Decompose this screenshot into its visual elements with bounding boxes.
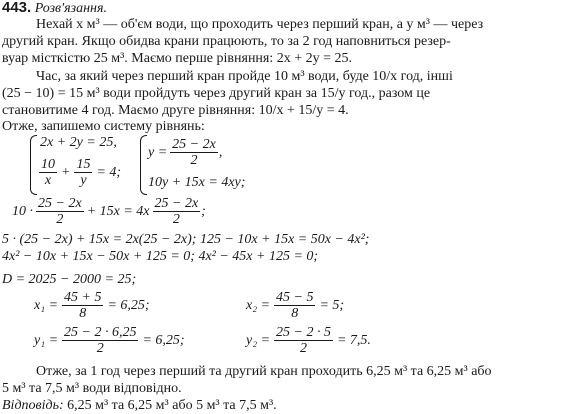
conclusion-line: Отже, за 1 год через перший та другий кран проходить 6,25 м³ та 6,25 м³ або <box>36 364 492 379</box>
root-y1: y₁ = $\frac{25 - 2 \cdot 6,25}{2}$ = 6,25; <box>34 325 185 356</box>
equation: 10y + 15x = 4xy; <box>148 175 246 190</box>
equation: 10 · $\frac{25 - 2x}{2}$ + 15x = 4x $\frac{25 - 2x}{2}$ ; <box>12 196 206 227</box>
system-brace <box>140 135 147 195</box>
answer-line <box>2 398 277 414</box>
fraction: $\frac{25 - 2 \cdot 5}{2}$ <box>276 325 331 356</box>
equation-line: 4x² − 10x + 15x − 50x + 125 = 0; 4x² − 45x + 125 = 0; <box>2 249 319 264</box>
root-x1: x₁ = $\frac{45 + 5}{8}$ = 6,25; <box>34 290 150 321</box>
answer-label: Відповідь: <box>2 398 64 413</box>
solution-heading: Розв'язання. <box>34 1 107 16</box>
fraction: $\frac{10}{x}$ <box>41 157 55 188</box>
paragraph-line: другий кран. Якщо обидва крани працюють, то за 2 год наповниться резер- <box>2 34 451 49</box>
paragraph-line: (25 − 10) = 15 м³ води пройдуть через другий кран за 15/y год., разом це <box>2 86 431 101</box>
fraction: $\frac{45 + 5}{8}$ <box>64 290 102 321</box>
fraction: $\frac{15}{y}$ <box>76 157 91 188</box>
answer-text: 6,25 м³ та 6,25 м³ або 5 м³ та 7,5 м³. <box>67 398 277 413</box>
equation: y = $\frac{25 - 2x}{2}$ , <box>148 137 223 168</box>
system-brace <box>30 135 37 195</box>
paragraph-line: Отже, запишемо систему рівнянь: <box>2 119 205 134</box>
problem-header <box>2 0 107 17</box>
conclusion-line: 5 м³ та 7,5 м³ води відповідно. <box>2 381 182 396</box>
problem-number: 443. <box>2 0 32 16</box>
fraction: $\frac{25 - 2 \cdot 6,25}{2}$ <box>64 325 137 356</box>
paragraph-line: становитиме 4 год. Маємо друге рівняння: 10/x + 15/y = 4. <box>2 103 349 118</box>
paragraph-line: Нехай x м³ — об'єм води, що проходить через перший кран, а y м³ — через <box>36 17 484 32</box>
root-y2: y₂ = $\frac{25 - 2 \cdot 5}{2}$ = 7,5. <box>246 325 371 356</box>
paragraph-line: вуар місткістю 25 м³. Маємо перше рівняння: 2x + 2y = 25. <box>2 51 353 66</box>
fraction: $\frac{25 - 2x}{2}$ <box>154 196 199 227</box>
paragraph-line: Час, за який через перший кран пройде 10 м³ води, буде 10/x год, інші <box>36 69 453 84</box>
root-x2: x₂ = $\frac{45 - 5}{8}$ = 5; <box>246 290 345 321</box>
fraction: $\frac{45 - 5}{8}$ <box>276 290 314 321</box>
equation-line: D = 2025 − 2000 = 25; <box>2 272 137 287</box>
equation: $\frac{10}{x}$ + $\frac{15}{y}$ = 4; <box>41 157 122 188</box>
fraction: $\frac{25 - 2x}{2}$ <box>38 196 82 227</box>
equation-line: 5 · (25 − 2x) + 15x = 2x(25 − 2x); 125 − 10x + 15x = 50x − 4x²; <box>2 232 370 247</box>
equation: 2x + 2y = 25, <box>40 135 117 150</box>
fraction: $\frac{25 - 2x}{2}$ <box>172 137 216 168</box>
